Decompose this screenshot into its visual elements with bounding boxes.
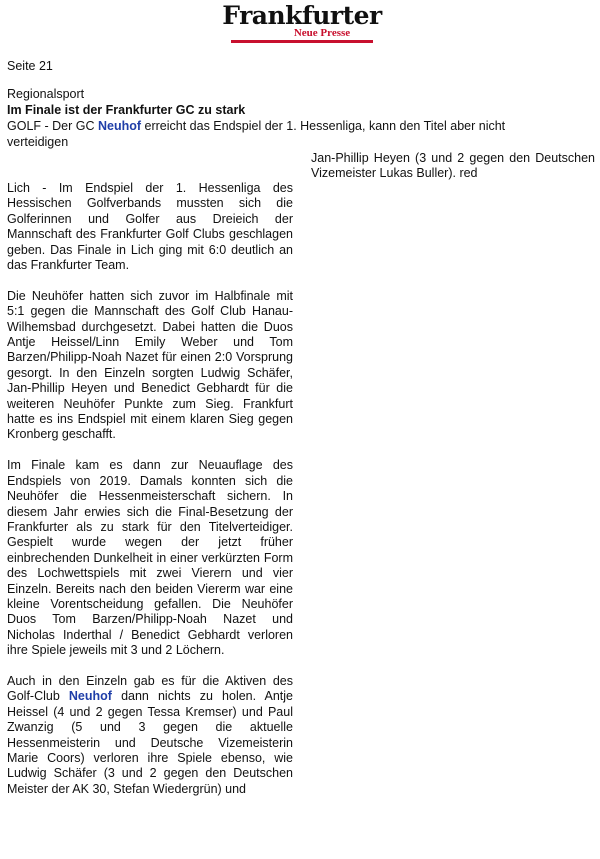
lede-highlight-neuhof: Neuhof <box>97 119 142 133</box>
p4-text-end: dann nichts zu holen. Antje Heissel (4 und 2 gegen Tessa Kremser) und Paul Zwanzig (5 und 3 gegen die aktuelle Hessenmeisterin und Deutsche Vizemeisterin Marie Coors) verloren ihre Spiele ebenso, wie Ludwig Schäfer (3 und 2 gegen den Deutschen Meister der AK 30, Stefan Wiedergrün) und <box>7 689 293 796</box>
article-lede <box>7 118 567 150</box>
lede-text-end: erreicht das Endspiel der 1. Hessenliga, kann den Titel aber nicht verteidigen <box>7 119 506 149</box>
page-number: Seite 21 <box>7 59 53 73</box>
article-body-left-column <box>7 181 293 813</box>
logo-underline <box>231 40 373 43</box>
body-paragraph-continued: Jan-Phillip Heyen (3 und 2 gegen den Deutschen Vizemeister Lukas Buller). red <box>311 151 595 181</box>
body-paragraph-4 <box>7 674 293 797</box>
logo-subtitle: Neue Presse <box>293 27 351 39</box>
p4-highlight-neuhof: Neuhof <box>68 689 112 704</box>
p4-text-start: Auch in den Einzeln gab es für die Aktiven des Golf-Club <box>7 673 293 704</box>
body-paragraph-3: Im Finale kam es dann zur Neuauflage des Endspiels von 2019. Damals konnten sich die Neuhöfer die Hessenmeisterschaft sichern. In diesem Jahr erwies sich die Final-Besetzung der Frankfurter als zu stark für den Titelverteidiger. Gespielt wurde wegen der jetzt früher einbrechenden Dunkelheit in einer verkürzten Form des Lochwettspiels mit zwei Vierern und vier Einzeln. Bereits nach den beiden Viererm war eine kleine Vorentscheidung gefallen. Die Neuhöfer Duos Tom Barzen/Philipp-Noah Nazet und Nicholas Inderthal / Benedict Gebhardt verloren ihre Spiele jeweils mit 3 und 2 Löchern. <box>7 458 293 658</box>
frankfurter-neue-presse-logo <box>222 3 381 43</box>
body-paragraph-2: Die Neuhöfer hatten sich zuvor im Halbfinale mit 5:1 gegen die Mannschaft des Golf Club Hanau-Wilhemsbad durchgesetzt. Dabei hatten die Duos Antje Heissel/Linn Emily Weber und Tom Barzen/Philipp-Noah Nazet für einen 2:0 Vorsprung gesorgt. In den Einzeln sorgten Ludwig Schäfer, Jan-Phillip Heyen und Benedict Gebhardt für die weiteren Neuhöfer Punkte zum Sieg. Frankfurt hatte es ins Endspiel mit einem klaren Sieg gegen Kronberg geschafft. <box>7 288 293 442</box>
article-body-right-column <box>311 151 595 197</box>
lede-text-start: GOLF - Der GC <box>7 119 98 133</box>
masthead <box>0 3 600 43</box>
article-headline: Im Finale ist der Frankfurter GC zu stark <box>7 103 246 117</box>
body-paragraph-1: Lich - Im Endspiel der 1. Hessenliga des Hessischen Golfverbands mussten sich die Golferinnen und Golfer aus Dreieich der Mannschaft des Frankfurter Golf Clubs geschlagen geben. Das Finale in Lich ging mit 6:0 deutlich an das Frankfurter Team. <box>7 181 293 273</box>
logo-title: Frankfurter <box>222 1 382 30</box>
section-label: Regionalsport <box>7 87 85 101</box>
